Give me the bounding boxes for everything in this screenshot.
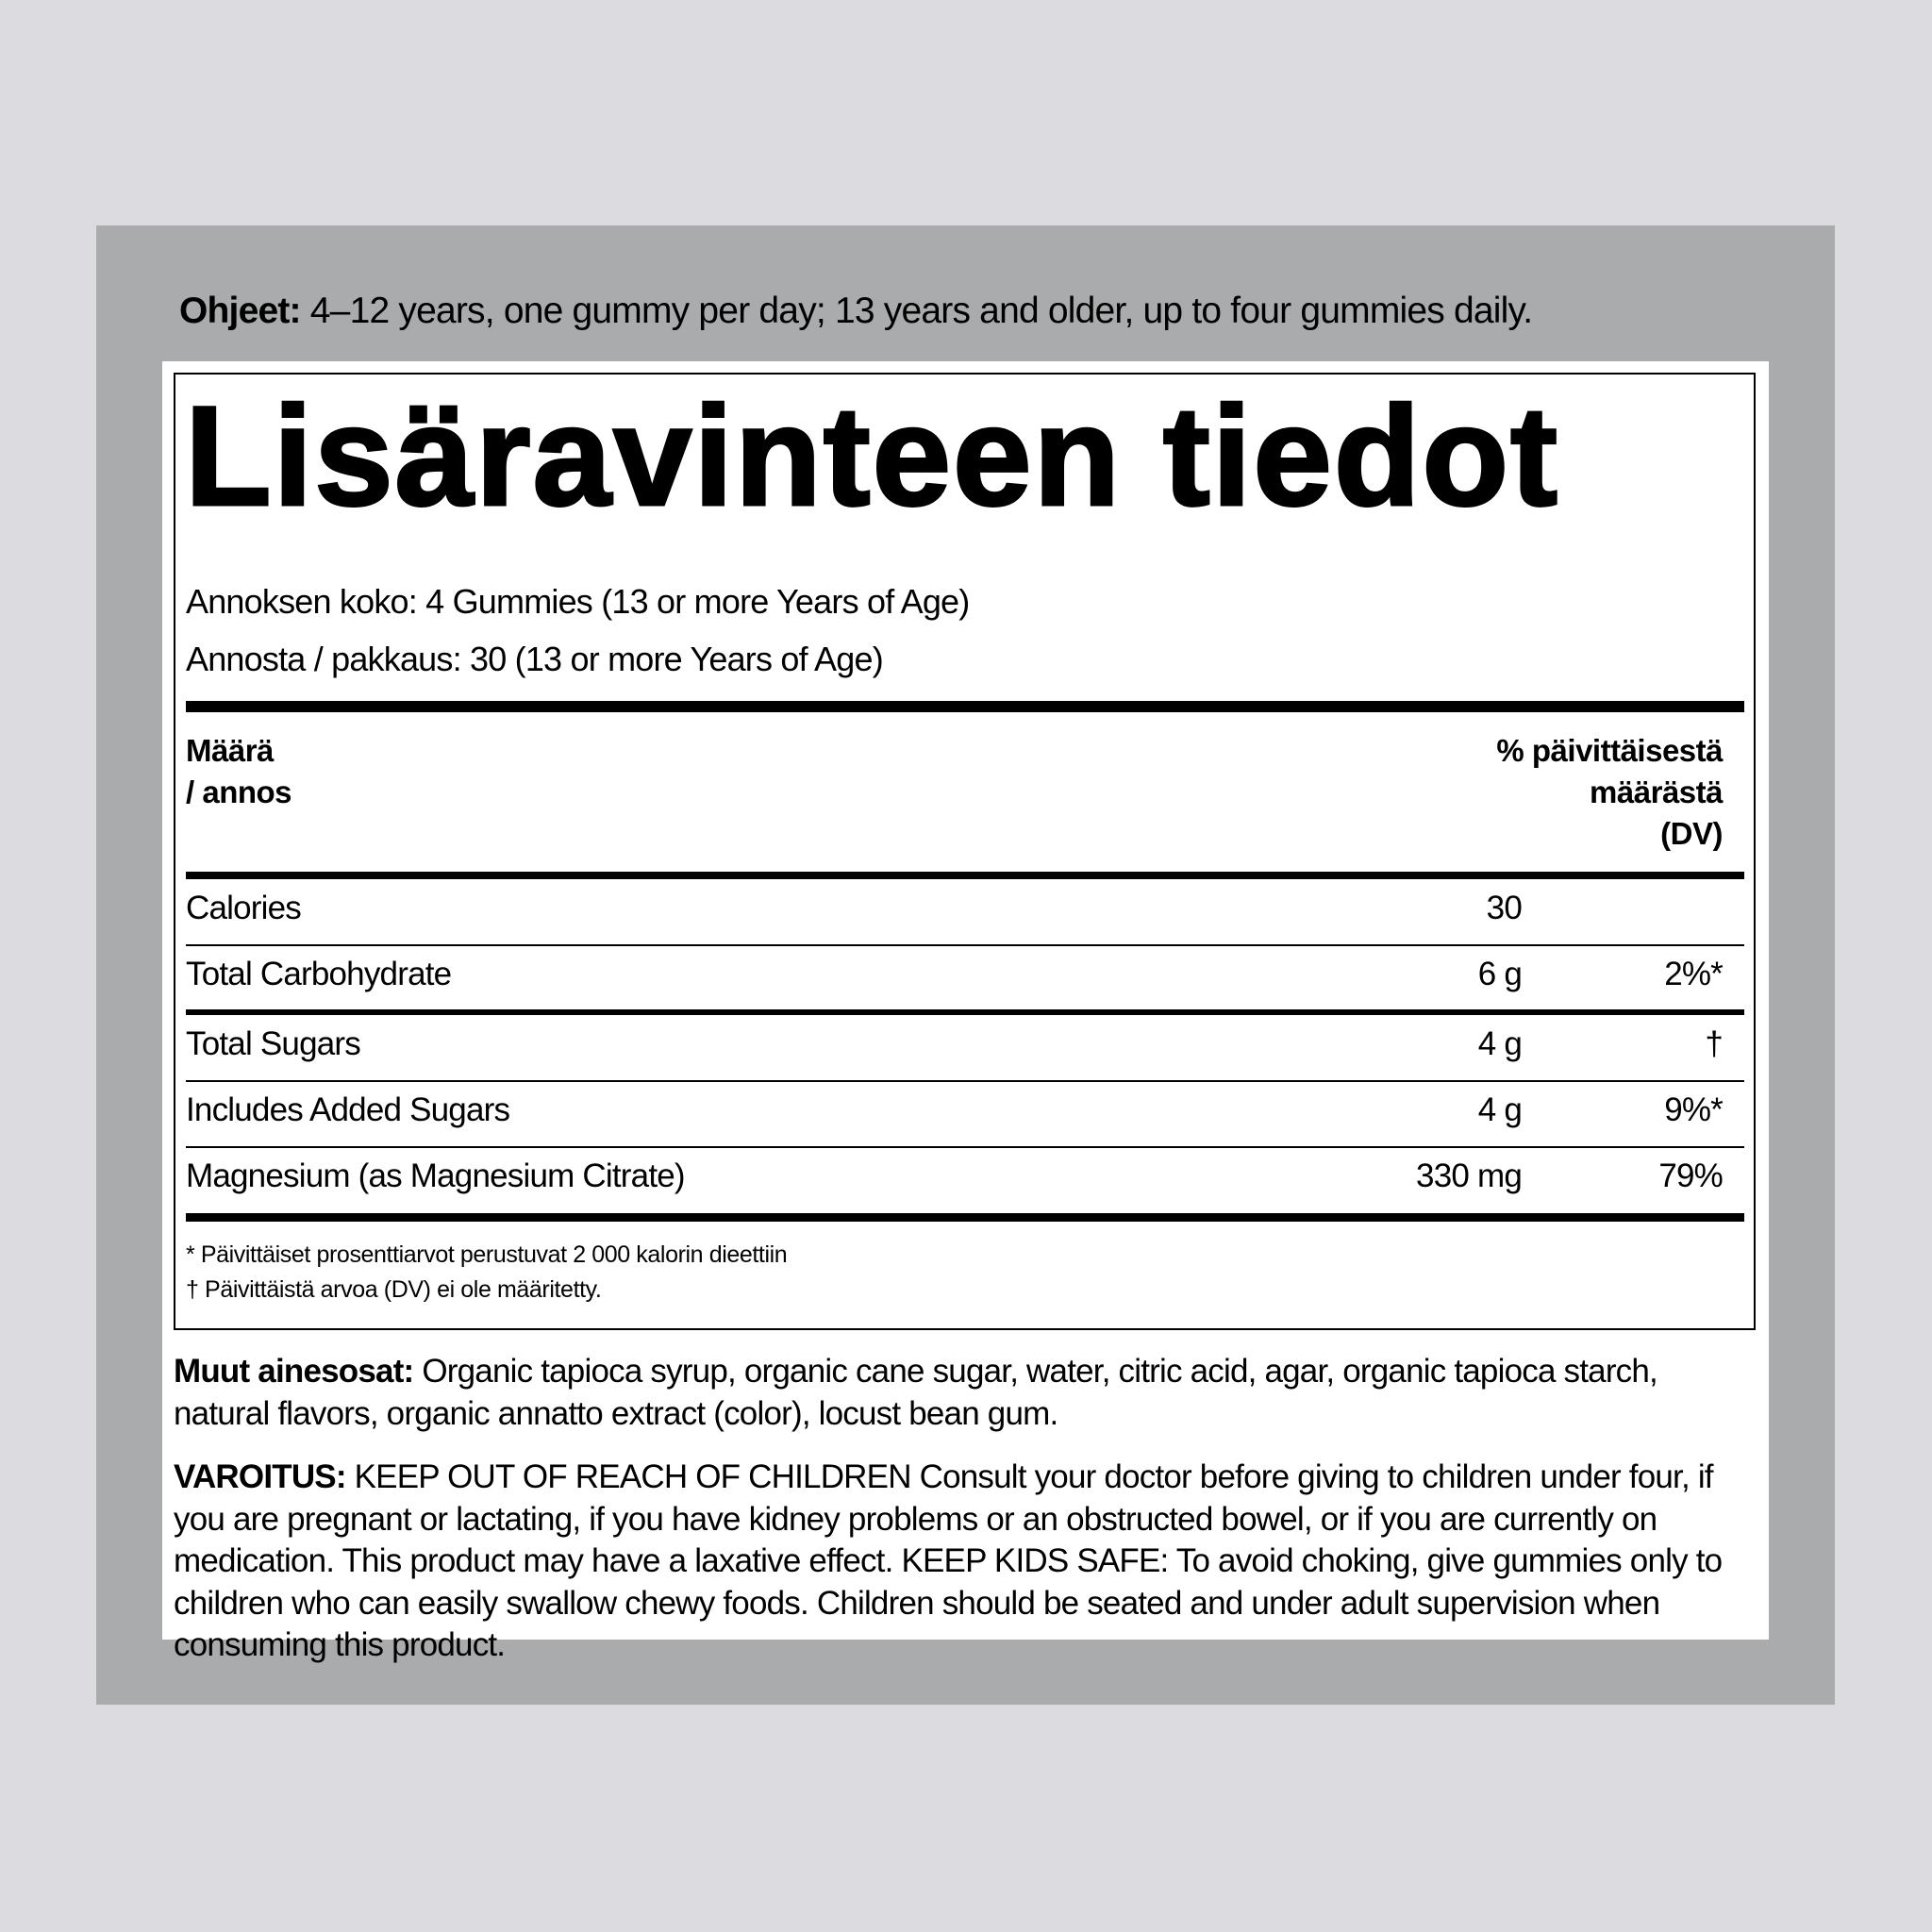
dv-header-line-2: määrästä [1590, 774, 1723, 809]
other-ingredients [174, 1351, 1758, 1435]
thick-divider-top [186, 701, 1744, 712]
nutrient-amount-calories: 30 [1486, 890, 1522, 926]
nutrient-label-calories: Calories [186, 890, 301, 926]
dv-header-line-3: (DV) [1660, 816, 1723, 851]
amount-per-serving-header [186, 730, 291, 813]
nutrient-label-added-sugars: Includes Added Sugars [186, 1091, 510, 1128]
other-ingredients-text: Organic tapioca syrup, organic cane sugar, water, citric acid, agar, organic tapioca starch, natural flavors, organic annatto extract (color), locust bean gum. [174, 1353, 1657, 1432]
directions-label: Ohjeet: [179, 291, 301, 331]
footnote-daily-value: * Päivittäiset prosenttiarvot perustuvat 2 000 kalorin dieettiin [186, 1241, 788, 1268]
thick-divider-bottom [186, 1213, 1744, 1222]
footnote-not-established: † Päivittäistä arvoa (DV) ei ole määritetty. [186, 1276, 602, 1303]
nutrient-amount-total-sugars: 4 g [1477, 1025, 1522, 1062]
warning [174, 1457, 1758, 1667]
daily-value-header [1496, 730, 1723, 855]
nutrient-dv-total-carbohydrate: 2%* [1664, 956, 1723, 992]
warning-label: VAROITUS: [174, 1458, 346, 1495]
amount-header-line-2: / annos [186, 774, 292, 809]
directions-body: 4–12 years, one gummy per day; 13 years and older, up to four gummies daily. [300, 291, 1533, 331]
row-divider [186, 944, 1744, 946]
nutrient-label-total-carbohydrate: Total Carbohydrate [186, 956, 452, 992]
row-divider [186, 1080, 1744, 1082]
warning-text: KEEP OUT OF REACH OF CHILDREN Consult your doctor before giving to children under four, if you are pregnant or lactating, if you have kidney problems or an obstructed bowel, or if you are currently on medication. This product may have a laxative effect. KEEP KIDS SAFE: To avoid choking, give gummies only to children who can easily swallow chewy foods. Children should be seated and under adult supervision when consuming this product. [174, 1458, 1723, 1663]
dv-header-line-1: % päivittäisestä [1496, 733, 1723, 768]
nutrient-amount-magnesium: 330 mg [1416, 1158, 1522, 1194]
header-divider [186, 872, 1744, 879]
row-divider [186, 1146, 1744, 1148]
facts-title: Lisäravinteen tiedot [185, 376, 1560, 535]
nutrient-amount-total-carbohydrate: 6 g [1477, 956, 1522, 992]
row-divider [186, 1009, 1744, 1015]
nutrient-dv-total-sugars: † [1705, 1025, 1723, 1062]
amount-header-line-1: Määrä [186, 733, 274, 768]
other-ingredients-label: Muut ainesosat: [174, 1353, 414, 1390]
nutrient-label-total-sugars: Total Sugars [186, 1025, 360, 1062]
servings-per-container: Annosta / pakkaus: 30 (13 or more Years of Age) [186, 640, 883, 678]
nutrient-dv-added-sugars: 9%* [1664, 1091, 1723, 1128]
nutrient-label-magnesium: Magnesium (as Magnesium Citrate) [186, 1158, 685, 1194]
serving-size: Annoksen koko: 4 Gummies (13 or more Years of Age) [186, 582, 970, 621]
nutrient-amount-added-sugars: 4 g [1477, 1091, 1522, 1128]
directions-text [179, 289, 1532, 334]
nutrient-dv-magnesium: 79% [1658, 1158, 1723, 1194]
